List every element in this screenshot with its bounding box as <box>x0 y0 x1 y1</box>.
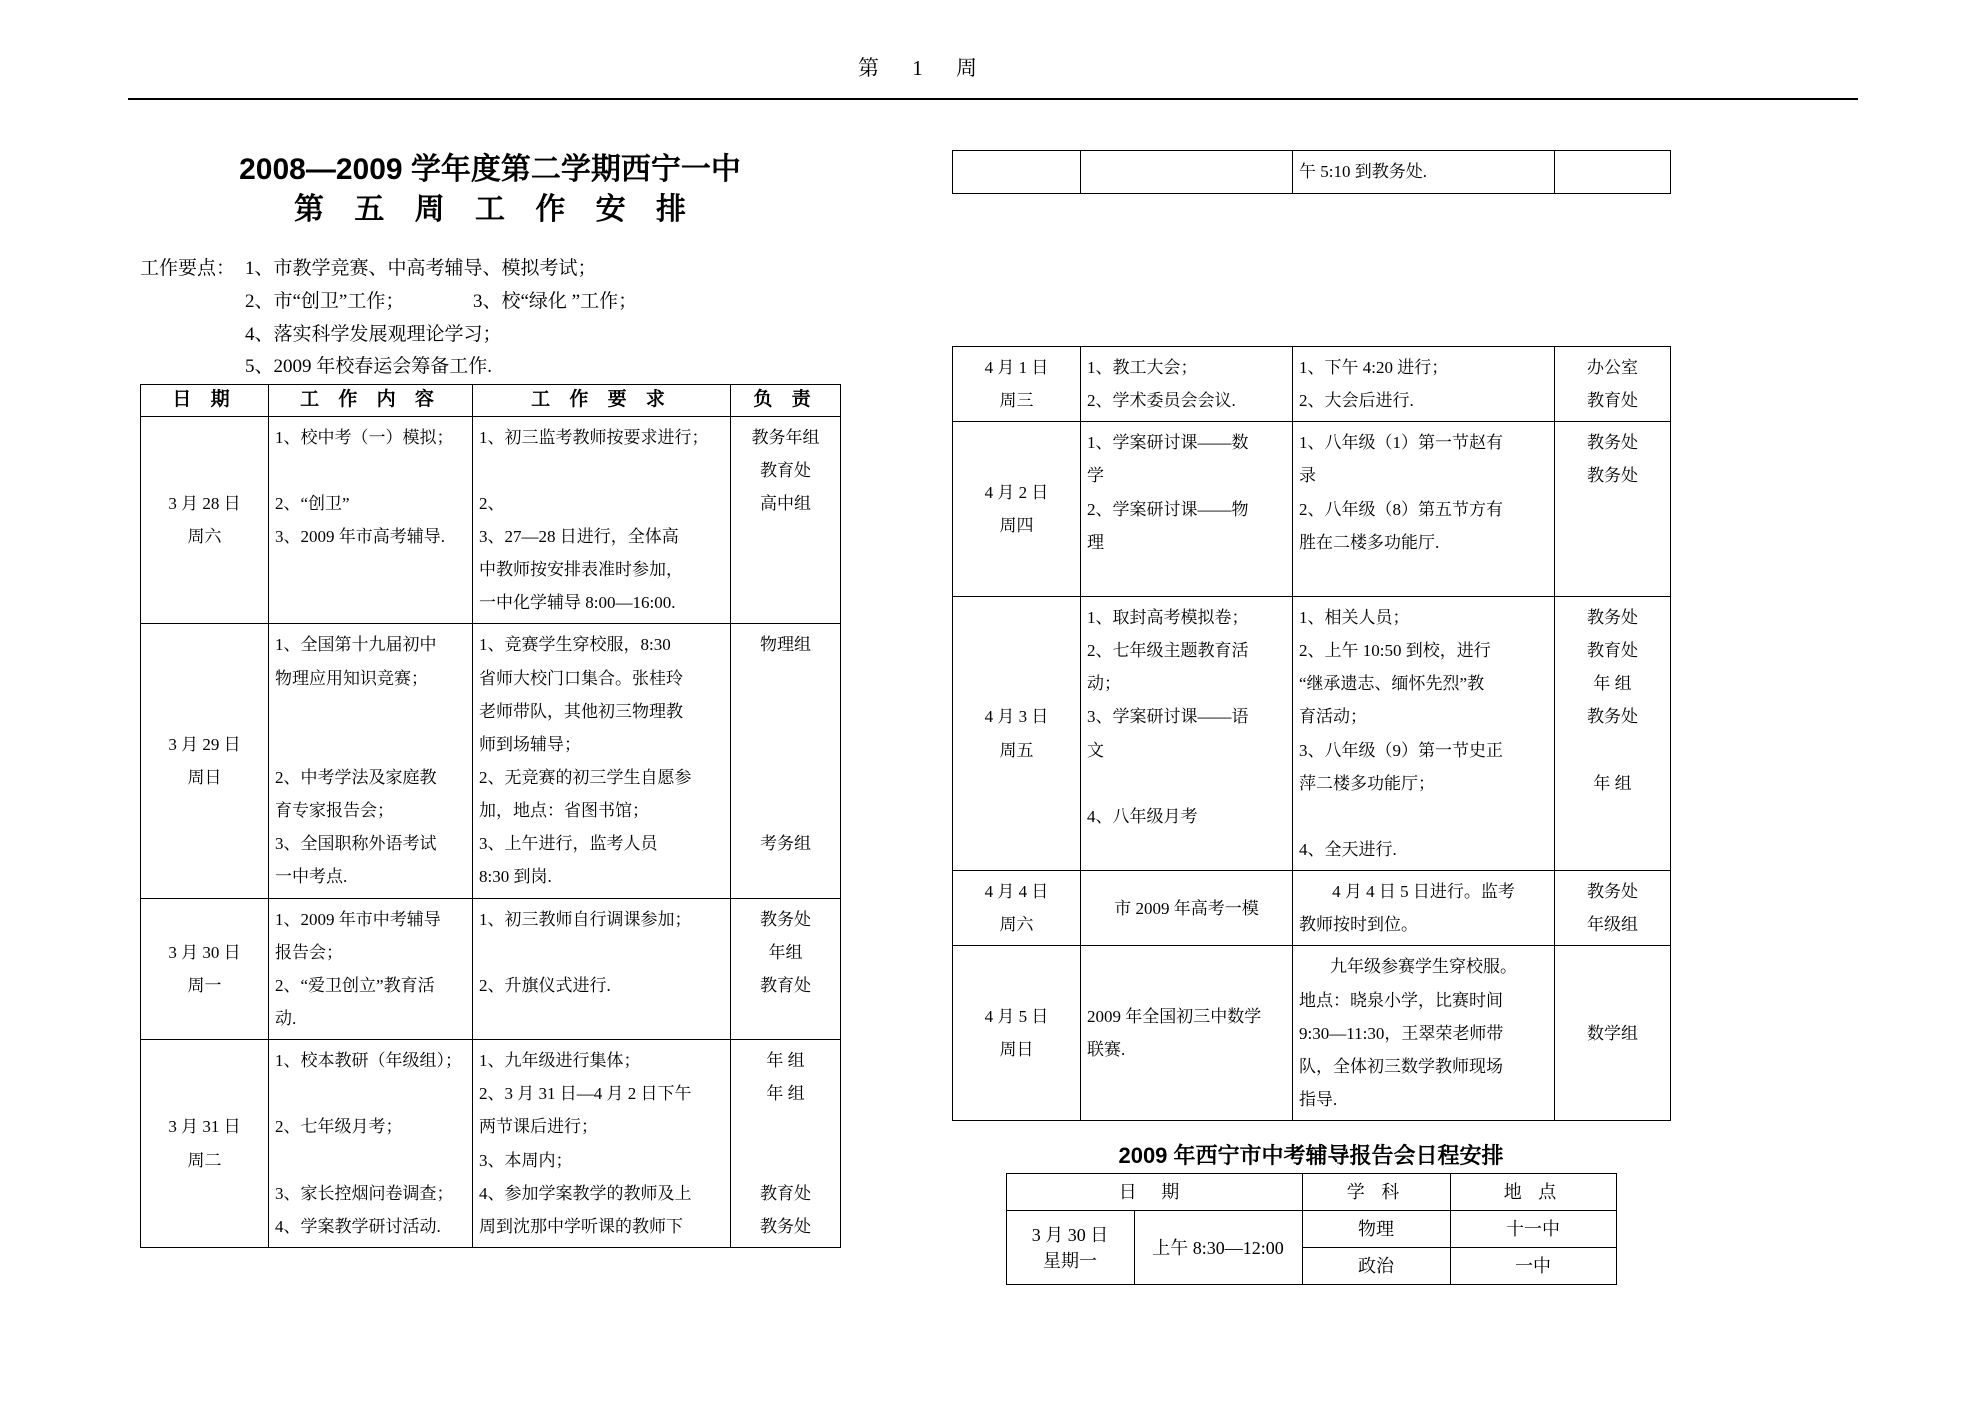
responsible-line: 教务处 <box>1587 882 1638 902</box>
requirement-line: 2、上午 10:50 到校，进行 <box>1299 641 1491 661</box>
content-line: 市 2009 年高考一模 <box>1114 898 1259 918</box>
cell-content <box>1081 151 1293 194</box>
table-row <box>953 151 1671 194</box>
requirement-line: 2、无竞赛的初三学生自愿参 <box>479 767 692 787</box>
cell-date <box>953 596 1081 870</box>
cell-requirement <box>1293 871 1555 946</box>
content-line: 2、学案研讨课——物 <box>1087 499 1249 519</box>
responsible-line: 教务处 <box>1587 707 1638 727</box>
date-value: 4 月 4 日 <box>984 882 1049 902</box>
content-line: 1、全国第十九届初中 <box>275 635 437 655</box>
requirement-line: 1、初三监考教师按要求进行； <box>479 427 709 447</box>
content-line: 理 <box>1087 532 1104 552</box>
requirement-line: 加，地点：省图书馆； <box>479 801 649 821</box>
cell-content <box>269 898 473 1040</box>
cell-content <box>1081 347 1293 422</box>
table-row <box>953 596 1671 870</box>
requirement-line: 省师大校门口集合。张桂玲 <box>479 668 683 688</box>
key-point-indent <box>140 286 245 319</box>
cell-responsible <box>731 624 841 898</box>
schedule-cell-subject: 政治 <box>1302 1248 1450 1285</box>
schedule-date-value: 3 月 30 日 <box>1031 1224 1109 1245</box>
table-row <box>953 422 1671 597</box>
requirement-line: 胜在二楼多功能厅. <box>1299 532 1440 552</box>
column-header-content: 工 作 内 容 <box>269 384 473 416</box>
requirement-line: 3、本周内； <box>479 1150 573 1170</box>
content-line: 2、学术委员会会议. <box>1087 391 1236 411</box>
table-row <box>953 946 1671 1121</box>
content-line: 一中考点. <box>275 867 348 887</box>
weekday-value: 周日 <box>187 767 222 787</box>
cell-content <box>269 1040 473 1248</box>
requirement-line: 2、3 月 31 日—4 月 2 日下午 <box>479 1084 692 1104</box>
cell-requirement <box>1293 596 1555 870</box>
requirement-line: 2、升旗仪式进行. <box>479 975 611 995</box>
content-line: 1、取封高考模拟卷； <box>1087 607 1249 627</box>
content-line: 1、校本教研（年级组）； <box>275 1051 462 1071</box>
content-line: 2、中考学法及家庭教 <box>275 767 437 787</box>
responsible-line: 教务处 <box>1587 433 1638 453</box>
requirement-line: 1、初三教师自行调课参加； <box>479 909 692 929</box>
requirement-line: 3、27—28 日进行，全体高 <box>479 526 679 546</box>
requirement-line: 1、八年级（1）第一节赵有 <box>1299 433 1503 453</box>
schedule-header-subject: 学 科 <box>1302 1174 1450 1211</box>
running-head-text: 第 1 周 <box>858 56 991 80</box>
weekday-value: 周六 <box>187 526 222 546</box>
requirement-line: 9:30—11:30，王翠荣老师带 <box>1299 1023 1504 1043</box>
document-title <box>140 150 840 229</box>
weekday-value: 周一 <box>187 975 222 995</box>
exam-schedule-section <box>952 1139 1670 1285</box>
content-line: 育专家报告会； <box>275 801 394 821</box>
responsible-line: 教育处 <box>760 1183 811 1203</box>
table-row <box>953 871 1671 946</box>
date-value: 3 月 30 日 <box>168 942 241 962</box>
content-line: 2、七年级主题教育活 <box>1087 641 1249 661</box>
content-line: 3、学案研讨课——语 <box>1087 707 1249 727</box>
responsible-line: 教育处 <box>1587 391 1638 411</box>
key-point-2: 2、市“创卫”工作； <box>245 290 405 312</box>
responsible-line: 年级组 <box>1587 915 1638 935</box>
requirement-line: 3、上午进行，监考人员 <box>479 834 658 854</box>
schedule-cell-time: 上午 8:30—12:00 <box>1134 1211 1302 1285</box>
cell-date <box>953 151 1081 194</box>
requirement-line: 两节课后进行； <box>479 1117 598 1137</box>
weekday-value: 周三 <box>999 391 1034 411</box>
responsible-line: 教育处 <box>760 975 811 995</box>
requirement-line: 师到场辅导； <box>479 734 581 754</box>
content-line: 1、学案研讨课——数 <box>1087 433 1249 453</box>
cell-date <box>141 1040 269 1248</box>
responsible-line: 年 组 <box>766 1051 805 1071</box>
cell-date <box>953 946 1081 1121</box>
content-line: 联赛. <box>1087 1040 1126 1060</box>
date-value: 4 月 1 日 <box>984 358 1049 377</box>
cell-content <box>1081 946 1293 1121</box>
responsible-line: 数学组 <box>1587 1023 1638 1043</box>
requirement-line: 队，全体初三数学教师现场 <box>1299 1056 1503 1076</box>
responsible-line: 考务组 <box>760 834 811 854</box>
requirement-line: 老师带队，其他初三物理教 <box>479 701 683 721</box>
key-point-4: 4、落实科学发展观理论学习； <box>245 323 502 345</box>
content-line: 3、全国职称外语考试 <box>275 834 437 854</box>
requirement-line: 中教师按安排表准时参加， <box>479 560 683 580</box>
requirement-line: 九年级参赛学生穿校服。 <box>1330 957 1517 977</box>
responsible-line: 教育处 <box>1587 641 1638 661</box>
schedule-cell-place: 一中 <box>1450 1248 1616 1285</box>
key-point-indent <box>140 319 245 352</box>
weekday-value: 周二 <box>187 1150 222 1170</box>
content-line: 报告会； <box>275 942 343 962</box>
responsible-line: 教务处 <box>760 1216 811 1236</box>
key-point-indent <box>140 351 245 384</box>
continuation-stub-table <box>952 150 1671 194</box>
responsible-line: 教务处 <box>1587 466 1638 486</box>
cell-date <box>141 416 269 624</box>
cell-content <box>269 416 473 624</box>
schedule-weekday-value: 星期一 <box>1043 1250 1097 1271</box>
content-line: 学 <box>1087 466 1104 486</box>
document-title-line2: 第 五 周 工 作 安 排 <box>293 192 697 226</box>
table-row <box>141 624 841 898</box>
requirement-line: “继承遗志、缅怀先烈”教 <box>1299 674 1485 694</box>
content-line: 4、学案教学研讨活动. <box>275 1216 441 1236</box>
content-line: 3、家长控烟问卷调查； <box>275 1183 454 1203</box>
table-row <box>953 347 1671 422</box>
responsible-line: 教育处 <box>760 460 811 480</box>
schedule-cell-date <box>1006 1211 1134 1285</box>
schedule-header-row <box>1006 1174 1616 1211</box>
cell-requirement <box>1293 946 1555 1121</box>
requirement-line: 教师按时到位。 <box>1299 915 1418 935</box>
date-value: 4 月 3 日 <box>984 707 1049 727</box>
responsible-line: 教务处 <box>1587 607 1638 627</box>
requirement-line: 2、 <box>479 493 505 513</box>
cell-content <box>1081 596 1293 870</box>
schedule-header-place: 地 点 <box>1450 1174 1616 1211</box>
schedule-cell-place: 十一中 <box>1450 1211 1616 1248</box>
cell-responsible <box>1555 347 1671 422</box>
content-line: 4、八年级月考 <box>1087 806 1198 826</box>
cell-responsible <box>731 1040 841 1248</box>
content-line: 2009 年全国初三中数学 <box>1087 1007 1262 1027</box>
schedule-row <box>1006 1211 1616 1248</box>
responsible-line: 教务年组 <box>751 427 820 447</box>
key-point-5: 5、2009 年校春运会筹备工作. <box>245 356 493 378</box>
left-column <box>140 150 840 1248</box>
column-header-date: 日 期 <box>141 384 269 416</box>
table-row <box>141 416 841 624</box>
requirement-line: 录 <box>1299 466 1316 486</box>
content-line: 动. <box>275 1008 297 1028</box>
cell-date <box>953 422 1081 597</box>
table-row <box>141 898 841 1040</box>
key-point-row-2 <box>140 286 840 319</box>
cell-date <box>953 871 1081 946</box>
responsible-line: 年组 <box>768 942 803 962</box>
date-value: 3 月 28 日 <box>168 493 241 513</box>
responsible-line: 年 组 <box>1593 674 1632 694</box>
requirement-line: 4 月 4 日 5 日进行。监考 <box>1332 882 1515 902</box>
cell-content <box>1081 422 1293 597</box>
content-line: 2、“创卫” <box>275 493 350 513</box>
requirement-line: 2、大会后进行. <box>1299 391 1414 411</box>
content-line: 2、“爱卫创立”教育活 <box>275 975 435 995</box>
requirement-line: 4、参加学案教学的教师及上 <box>479 1183 692 1203</box>
requirement-line: 周到沈那中学听课的教师下 <box>479 1216 683 1236</box>
key-point-row-1 <box>140 253 840 286</box>
responsible-line: 高中组 <box>760 493 811 513</box>
key-point-row-4 <box>140 351 840 384</box>
content-line: 物理应用知识竞赛； <box>275 668 428 688</box>
responsible-line: 物理组 <box>760 635 811 655</box>
cell-requirement: 午 5:10 到教务处. <box>1293 151 1555 194</box>
table-header-row <box>141 384 841 416</box>
content-line: 文 <box>1087 740 1104 760</box>
schedule-table <box>1006 1173 1617 1285</box>
cell-date <box>953 347 1081 422</box>
requirement-line: 8:30 到岗. <box>479 867 552 887</box>
cell-requirement <box>473 624 731 898</box>
requirement-line: 地点：晓泉小学，比赛时间 <box>1299 990 1503 1010</box>
work-key-points <box>140 253 840 384</box>
cell-responsible <box>1555 151 1671 194</box>
requirement-line: 指导. <box>1299 1089 1338 1109</box>
content-line: 2、七年级月考； <box>275 1117 403 1137</box>
right-column <box>952 150 1670 1285</box>
page-running-header <box>128 52 1858 100</box>
cell-content <box>269 624 473 898</box>
key-points-label: 工作要点： <box>140 258 236 280</box>
content-line: 1、教工大会； <box>1087 358 1198 377</box>
weekday-value: 周五 <box>999 740 1034 760</box>
key-point-3: 3、校“绿化 ”工作； <box>473 290 638 312</box>
weekday-value: 周日 <box>999 1040 1034 1060</box>
schedule-title: 2009 年西宁市中考辅导报告会日程安排 <box>1118 1143 1504 1169</box>
date-value: 4 月 2 日 <box>984 482 1049 502</box>
requirement-line: 2、八年级（8）第五节方有 <box>1299 499 1503 519</box>
cell-content <box>1081 871 1293 946</box>
cell-date <box>141 898 269 1040</box>
responsible-line: 年 组 <box>766 1084 805 1104</box>
responsible-line: 办公室 <box>1587 358 1638 377</box>
cell-date <box>141 624 269 898</box>
requirement-line: 1、下午 4:20 进行； <box>1299 358 1449 377</box>
key-point-1: 1、市教学竞赛、中高考辅导、模拟考试； <box>245 258 597 280</box>
column-header-responsible: 负 责 <box>731 384 841 416</box>
schedule-header-date: 日 期 <box>1006 1174 1302 1211</box>
requirement-line: 育活动； <box>1299 707 1367 727</box>
responsible-line: 年 组 <box>1593 773 1632 793</box>
key-point-row-3 <box>140 319 840 352</box>
requirement-line: 3、八年级（9）第一节史正 <box>1299 740 1503 760</box>
cell-responsible <box>1555 596 1671 870</box>
cell-responsible <box>731 416 841 624</box>
schedule-cell-subject: 物理 <box>1302 1211 1450 1248</box>
cell-requirement <box>473 1040 731 1248</box>
table-row <box>141 1040 841 1248</box>
date-value: 4 月 5 日 <box>984 1007 1049 1027</box>
requirement-line: 萍二楼多功能厅； <box>1299 773 1435 793</box>
cell-requirement <box>473 898 731 1040</box>
cell-responsible <box>1555 871 1671 946</box>
date-value: 3 月 29 日 <box>168 734 241 754</box>
requirement-line: 一中化学辅导 8:00—16:00. <box>479 593 676 613</box>
cell-responsible <box>731 898 841 1040</box>
requirement-line: 1、相关人员； <box>1299 607 1410 627</box>
content-line: 1、校中考（一）模拟； <box>275 427 454 447</box>
document-title-line1: 2008—2009 学年度第二学期西宁一中 <box>239 153 741 186</box>
weekday-value: 周四 <box>999 516 1034 536</box>
cell-responsible <box>1555 422 1671 597</box>
cell-requirement <box>1293 347 1555 422</box>
column-header-requirement: 工 作 要 求 <box>473 384 731 416</box>
requirement-line: 1、九年级进行集体； <box>479 1051 641 1071</box>
column-spacer <box>952 194 1670 346</box>
content-line: 3、2009 年市高考辅导. <box>275 526 445 546</box>
date-value: 3 月 31 日 <box>168 1117 241 1137</box>
requirement-line: 1、竞赛学生穿校服，8:30 <box>479 635 671 655</box>
cell-requirement <box>1293 422 1555 597</box>
cell-responsible <box>1555 946 1671 1121</box>
content-line: 1、2009 年市中考辅导 <box>275 909 441 929</box>
responsible-line: 教务处 <box>760 909 811 929</box>
content-line: 动； <box>1087 674 1121 694</box>
weekday-value: 周六 <box>999 915 1034 935</box>
cell-requirement <box>473 416 731 624</box>
weekly-work-table <box>140 384 841 1248</box>
requirement-line: 4、全天进行. <box>1299 839 1397 859</box>
weekly-work-table-continued <box>952 346 1671 1121</box>
